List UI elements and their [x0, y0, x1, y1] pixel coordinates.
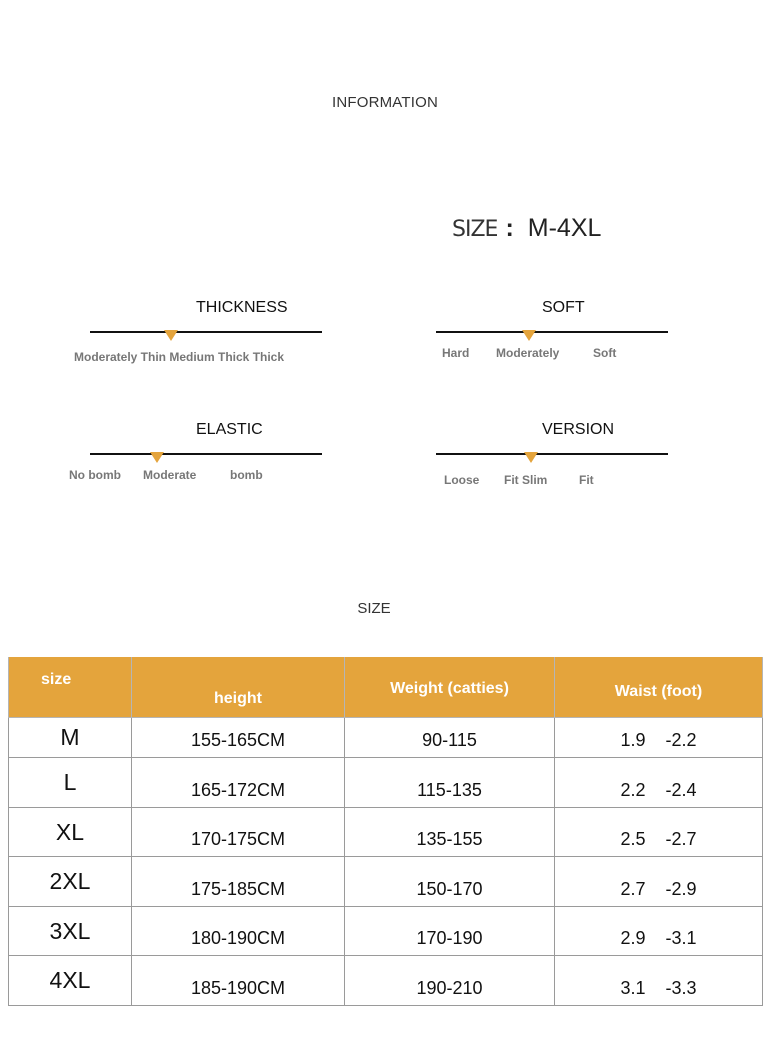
scale-label: Soft	[593, 346, 617, 360]
size-chart-title: SIZE	[357, 600, 391, 617]
attribute-scale-bar	[90, 453, 322, 455]
cell-size: 3XL	[9, 907, 132, 956]
cell-height: 185-190CM	[132, 956, 345, 1006]
cell-size: 2XL	[9, 857, 132, 907]
cell-waist: 2.9 -3.1	[555, 907, 763, 956]
scale-label: Moderately Thin Medium Thick Thick	[74, 350, 285, 364]
cell-height: 180-190CM	[132, 907, 345, 956]
scale-label: Moderately	[496, 346, 560, 360]
size-range-value: M-4XL	[527, 214, 602, 242]
cell-weight: 190-210	[345, 956, 555, 1006]
cell-weight: 150-170	[345, 857, 555, 907]
header-weight: Weight (catties)	[345, 657, 555, 718]
cell-height: 165-172CM	[132, 758, 345, 808]
table-row	[9, 718, 763, 758]
table-row	[9, 956, 763, 1006]
header-size: size	[9, 657, 132, 718]
scale-label: Hard	[442, 346, 470, 360]
attribute-title: VERSION	[542, 421, 615, 438]
size-range	[452, 214, 601, 243]
attribute-level-marker	[522, 330, 536, 341]
scale-label: Fit	[579, 473, 594, 487]
table-row	[9, 907, 763, 956]
attribute-title: SOFT	[542, 299, 585, 316]
cell-waist: 2.5 -2.7	[555, 808, 763, 857]
attribute-scale-bar	[436, 453, 668, 455]
size-chart-table	[8, 657, 763, 1006]
cell-waist: 1.9 -2.2	[555, 718, 763, 758]
cell-height: 170-175CM	[132, 808, 345, 857]
scale-label: bomb	[230, 468, 263, 482]
cell-size: 4XL	[9, 956, 132, 1006]
attribute-level-marker	[150, 452, 164, 463]
size-range-colon: :	[505, 214, 514, 242]
size-range-label: SIZE	[452, 217, 498, 242]
table-row	[9, 758, 763, 808]
attribute-scale-bar	[436, 331, 668, 333]
cell-weight: 170-190	[345, 907, 555, 956]
scale-label: Moderate	[143, 468, 197, 482]
attribute-level-marker	[164, 330, 178, 341]
cell-size: L	[9, 758, 132, 808]
cell-size: M	[9, 718, 132, 758]
attribute-title: ELASTIC	[196, 421, 263, 438]
cell-weight: 90-115	[345, 718, 555, 758]
scale-label: Fit Slim	[504, 473, 548, 487]
cell-height: 155-165CM	[132, 718, 345, 758]
attribute-scale-bar	[90, 331, 322, 333]
table-row	[9, 808, 763, 857]
cell-size: XL	[9, 808, 132, 857]
table-row	[9, 857, 763, 907]
cell-weight: 115-135	[345, 758, 555, 808]
cell-height: 175-185CM	[132, 857, 345, 907]
header-height: height	[132, 657, 345, 718]
table-header-row	[9, 657, 763, 718]
header-waist: Waist (foot)	[555, 657, 763, 718]
information-title: INFORMATION	[331, 94, 439, 111]
cell-waist: 2.2 -2.4	[555, 758, 763, 808]
cell-waist: 3.1 -3.3	[555, 956, 763, 1006]
cell-waist: 2.7 -2.9	[555, 857, 763, 907]
scale-label: Loose	[444, 473, 480, 487]
attribute-title: THICKNESS	[196, 299, 288, 316]
attribute-level-marker	[524, 452, 538, 463]
scale-label: No bomb	[69, 468, 121, 482]
cell-weight: 135-155	[345, 808, 555, 857]
